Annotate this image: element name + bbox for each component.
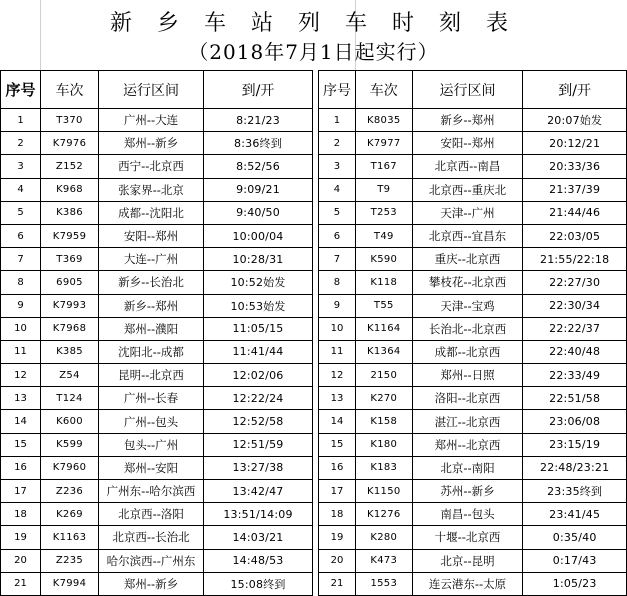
route: 十堰--北京西 bbox=[412, 526, 523, 549]
row-number: 4 bbox=[1, 178, 41, 201]
header-train: 车次 bbox=[355, 71, 412, 109]
arrive-depart-time: 12:22/24 bbox=[204, 387, 313, 410]
row-number: 3 bbox=[1, 155, 41, 178]
row-number: 5 bbox=[319, 201, 356, 224]
table-row bbox=[1, 317, 313, 340]
train-number: T253 bbox=[355, 201, 412, 224]
train-number: K1164 bbox=[355, 317, 412, 340]
route: 成都--沈阳北 bbox=[99, 201, 204, 224]
route: 大连--广州 bbox=[99, 248, 204, 271]
train-number: T370 bbox=[41, 109, 99, 132]
train-number: K280 bbox=[355, 526, 412, 549]
route: 哈尔滨西--广州东 bbox=[99, 549, 204, 572]
table-row bbox=[1, 503, 313, 526]
table-row bbox=[1, 178, 313, 201]
table-row bbox=[319, 526, 627, 549]
train-number: 1553 bbox=[355, 572, 412, 595]
table-row bbox=[319, 410, 627, 433]
table-row bbox=[1, 572, 313, 595]
arrive-depart-time: 22:22/37 bbox=[523, 317, 627, 340]
row-number: 10 bbox=[1, 317, 41, 340]
arrive-depart-time: 10:00/04 bbox=[204, 224, 313, 247]
route: 成都--北京西 bbox=[412, 340, 523, 363]
route: 郑州--新乡 bbox=[99, 572, 204, 595]
arrive-depart-time: 11:05/15 bbox=[204, 317, 313, 340]
train-number: K1163 bbox=[41, 526, 99, 549]
route: 新乡--郑州 bbox=[412, 109, 523, 132]
header-no: 序号 bbox=[1, 71, 41, 109]
row-number: 17 bbox=[319, 480, 356, 503]
arrive-depart-time: 22:51/58 bbox=[523, 387, 627, 410]
train-number: Z152 bbox=[41, 155, 99, 178]
arrive-depart-time: 22:33/49 bbox=[523, 364, 627, 387]
row-number: 21 bbox=[1, 572, 41, 595]
train-number: K385 bbox=[41, 340, 99, 363]
route: 广州--包头 bbox=[99, 410, 204, 433]
row-number: 7 bbox=[1, 248, 41, 271]
route: 西宁--北京西 bbox=[99, 155, 204, 178]
train-number: K1150 bbox=[355, 480, 412, 503]
table-row bbox=[1, 549, 313, 572]
arrive-depart-time: 14:03/21 bbox=[204, 526, 313, 549]
row-number: 11 bbox=[319, 340, 356, 363]
train-number: 6905 bbox=[41, 271, 99, 294]
route: 北京西--洛阳 bbox=[99, 503, 204, 526]
row-number: 20 bbox=[319, 549, 356, 572]
table-row bbox=[319, 248, 627, 271]
train-number: T167 bbox=[355, 155, 412, 178]
arrive-depart-time: 22:27/30 bbox=[523, 271, 627, 294]
row-number: 15 bbox=[1, 433, 41, 456]
arrive-depart-time: 13:42/47 bbox=[204, 480, 313, 503]
arrive-depart-time: 21:55/22:18 bbox=[523, 248, 627, 271]
route: 北京西--重庆北 bbox=[412, 178, 523, 201]
train-number: K7976 bbox=[41, 132, 99, 155]
train-number: K8035 bbox=[355, 109, 412, 132]
route: 连云港东--太原 bbox=[412, 572, 523, 595]
table-row bbox=[319, 294, 627, 317]
table-row bbox=[319, 572, 627, 595]
train-number: K600 bbox=[41, 410, 99, 433]
table-row bbox=[319, 132, 627, 155]
arrive-depart-time: 0:35/40 bbox=[523, 526, 627, 549]
route: 昆明--北京西 bbox=[99, 364, 204, 387]
arrive-depart-time: 13:27/38 bbox=[204, 456, 313, 479]
train-number: Z235 bbox=[41, 549, 99, 572]
route: 安阳--郑州 bbox=[412, 132, 523, 155]
arrive-depart-time: 22:48/23:21 bbox=[523, 456, 627, 479]
arrive-depart-time: 15:08终到 bbox=[204, 572, 313, 595]
route: 北京--南阳 bbox=[412, 456, 523, 479]
header-time: 到/开 bbox=[204, 71, 313, 109]
header-train: 车次 bbox=[41, 71, 99, 109]
arrive-depart-time: 11:41/44 bbox=[204, 340, 313, 363]
train-number: K1364 bbox=[355, 340, 412, 363]
arrive-depart-time: 8:52/56 bbox=[204, 155, 313, 178]
train-number: T369 bbox=[41, 248, 99, 271]
route: 攀枝花--北京西 bbox=[412, 271, 523, 294]
arrive-depart-time: 10:28/31 bbox=[204, 248, 313, 271]
route: 沈阳北--成都 bbox=[99, 340, 204, 363]
train-number: K269 bbox=[41, 503, 99, 526]
table-row bbox=[1, 480, 313, 503]
route: 郑州--北京西 bbox=[412, 433, 523, 456]
row-number: 17 bbox=[1, 480, 41, 503]
route: 天津--宝鸡 bbox=[412, 294, 523, 317]
route: 安阳--郑州 bbox=[99, 224, 204, 247]
arrive-depart-time: 9:40/50 bbox=[204, 201, 313, 224]
arrive-depart-time: 14:48/53 bbox=[204, 549, 313, 572]
train-number: Z236 bbox=[41, 480, 99, 503]
arrive-depart-time: 12:02/06 bbox=[204, 364, 313, 387]
route: 张家界--北京 bbox=[99, 178, 204, 201]
timetable-right bbox=[318, 70, 627, 596]
table-row bbox=[1, 201, 313, 224]
row-number: 20 bbox=[1, 549, 41, 572]
row-number: 21 bbox=[319, 572, 356, 595]
row-number: 1 bbox=[319, 109, 356, 132]
table-row bbox=[1, 410, 313, 433]
table-row bbox=[319, 433, 627, 456]
header-time: 到/开 bbox=[523, 71, 627, 109]
arrive-depart-time: 20:12/21 bbox=[523, 132, 627, 155]
arrive-depart-time: 22:03/05 bbox=[523, 224, 627, 247]
route: 长治北--北京西 bbox=[412, 317, 523, 340]
route: 新乡--郑州 bbox=[99, 294, 204, 317]
train-number: T124 bbox=[41, 387, 99, 410]
route: 重庆--北京西 bbox=[412, 248, 523, 271]
row-number: 12 bbox=[319, 364, 356, 387]
page-subtitle: （2018年7月1日起实行） bbox=[188, 40, 439, 64]
route: 北京--昆明 bbox=[412, 549, 523, 572]
train-number: K7960 bbox=[41, 456, 99, 479]
row-number: 9 bbox=[319, 294, 356, 317]
row-number: 9 bbox=[1, 294, 41, 317]
table-row bbox=[1, 526, 313, 549]
arrive-depart-time: 12:51/59 bbox=[204, 433, 313, 456]
row-number: 18 bbox=[1, 503, 41, 526]
route: 洛阳--北京西 bbox=[412, 387, 523, 410]
row-number: 3 bbox=[319, 155, 356, 178]
train-number: K386 bbox=[41, 201, 99, 224]
train-number: K180 bbox=[355, 433, 412, 456]
train-number: K7959 bbox=[41, 224, 99, 247]
table-row bbox=[1, 294, 313, 317]
arrive-depart-time: 0:17/43 bbox=[523, 549, 627, 572]
route: 北京西--长治北 bbox=[99, 526, 204, 549]
table-row bbox=[1, 248, 313, 271]
table-row bbox=[1, 364, 313, 387]
arrive-depart-time: 20:07始发 bbox=[523, 109, 627, 132]
table-row bbox=[319, 480, 627, 503]
row-number: 14 bbox=[319, 410, 356, 433]
row-number: 12 bbox=[1, 364, 41, 387]
table-row bbox=[1, 456, 313, 479]
row-number: 6 bbox=[319, 224, 356, 247]
row-number: 8 bbox=[319, 271, 356, 294]
arrive-depart-time: 23:41/45 bbox=[523, 503, 627, 526]
row-number: 16 bbox=[319, 456, 356, 479]
table-row bbox=[319, 364, 627, 387]
arrive-depart-time: 8:36终到 bbox=[204, 132, 313, 155]
train-number: 2150 bbox=[355, 364, 412, 387]
route: 郑州--濮阳 bbox=[99, 317, 204, 340]
arrive-depart-time: 22:40/48 bbox=[523, 340, 627, 363]
arrive-depart-time: 1:05/23 bbox=[523, 572, 627, 595]
table-header-row bbox=[319, 71, 627, 109]
table-row bbox=[1, 387, 313, 410]
header-no: 序号 bbox=[319, 71, 356, 109]
page-title: 新 乡 车 站 列 车 时 刻 表 bbox=[110, 11, 517, 36]
route: 苏州--新乡 bbox=[412, 480, 523, 503]
table-row bbox=[319, 317, 627, 340]
arrive-depart-time: 10:52始发 bbox=[204, 271, 313, 294]
route: 广州--长春 bbox=[99, 387, 204, 410]
row-number: 11 bbox=[1, 340, 41, 363]
route: 广州--大连 bbox=[99, 109, 204, 132]
row-number: 2 bbox=[1, 132, 41, 155]
arrive-depart-time: 22:30/34 bbox=[523, 294, 627, 317]
table-row bbox=[319, 340, 627, 363]
route: 包头--广州 bbox=[99, 433, 204, 456]
header-route: 运行区间 bbox=[99, 71, 204, 109]
arrive-depart-time: 23:35终到 bbox=[523, 480, 627, 503]
arrive-depart-time: 20:33/36 bbox=[523, 155, 627, 178]
table-row bbox=[1, 433, 313, 456]
row-number: 14 bbox=[1, 410, 41, 433]
arrive-depart-time: 13:51/14:09 bbox=[204, 503, 313, 526]
header-route: 运行区间 bbox=[412, 71, 523, 109]
train-number: T49 bbox=[355, 224, 412, 247]
table-row bbox=[319, 456, 627, 479]
arrive-depart-time: 8:21/23 bbox=[204, 109, 313, 132]
table-row bbox=[319, 201, 627, 224]
row-number: 10 bbox=[319, 317, 356, 340]
table-row bbox=[1, 224, 313, 247]
train-number: Z54 bbox=[41, 364, 99, 387]
row-number: 7 bbox=[319, 248, 356, 271]
route: 广州东--哈尔滨西 bbox=[99, 480, 204, 503]
table-header-row bbox=[1, 71, 313, 109]
arrive-depart-time: 21:44/46 bbox=[523, 201, 627, 224]
row-number: 18 bbox=[319, 503, 356, 526]
route: 郑州--安阳 bbox=[99, 456, 204, 479]
table-row bbox=[319, 271, 627, 294]
table-row bbox=[1, 340, 313, 363]
row-number: 19 bbox=[1, 526, 41, 549]
train-number: K158 bbox=[355, 410, 412, 433]
train-number: K270 bbox=[355, 387, 412, 410]
train-number: K473 bbox=[355, 549, 412, 572]
route: 郑州--新乡 bbox=[99, 132, 204, 155]
arrive-depart-time: 9:09/21 bbox=[204, 178, 313, 201]
route: 郑州--日照 bbox=[412, 364, 523, 387]
train-number: T9 bbox=[355, 178, 412, 201]
table-row bbox=[1, 109, 313, 132]
arrive-depart-time: 23:15/19 bbox=[523, 433, 627, 456]
train-number: K7994 bbox=[41, 572, 99, 595]
row-number: 6 bbox=[1, 224, 41, 247]
row-number: 15 bbox=[319, 433, 356, 456]
arrive-depart-time: 23:06/08 bbox=[523, 410, 627, 433]
row-number: 16 bbox=[1, 456, 41, 479]
train-number: T55 bbox=[355, 294, 412, 317]
table-row bbox=[1, 132, 313, 155]
table-row bbox=[319, 387, 627, 410]
row-number: 8 bbox=[1, 271, 41, 294]
route: 湛江--北京西 bbox=[412, 410, 523, 433]
table-row bbox=[319, 155, 627, 178]
table-row bbox=[1, 155, 313, 178]
train-number: K599 bbox=[41, 433, 99, 456]
train-number: K7968 bbox=[41, 317, 99, 340]
route: 天津--广州 bbox=[412, 201, 523, 224]
route: 南昌--包头 bbox=[412, 503, 523, 526]
table-row bbox=[319, 549, 627, 572]
table-row bbox=[319, 503, 627, 526]
timetable-left bbox=[0, 70, 313, 596]
arrive-depart-time: 12:52/58 bbox=[204, 410, 313, 433]
train-number: K7993 bbox=[41, 294, 99, 317]
row-number: 5 bbox=[1, 201, 41, 224]
row-number: 4 bbox=[319, 178, 356, 201]
train-number: K183 bbox=[355, 456, 412, 479]
arrive-depart-time: 10:53始发 bbox=[204, 294, 313, 317]
train-number: K7977 bbox=[355, 132, 412, 155]
row-number: 13 bbox=[319, 387, 356, 410]
arrive-depart-time: 21:37/39 bbox=[523, 178, 627, 201]
train-number: K1276 bbox=[355, 503, 412, 526]
row-number: 13 bbox=[1, 387, 41, 410]
table-row bbox=[1, 271, 313, 294]
table-row bbox=[319, 178, 627, 201]
table-row bbox=[319, 224, 627, 247]
row-number: 19 bbox=[319, 526, 356, 549]
route: 北京西--南昌 bbox=[412, 155, 523, 178]
route: 北京西--宜昌东 bbox=[412, 224, 523, 247]
train-number: K968 bbox=[41, 178, 99, 201]
row-number: 1 bbox=[1, 109, 41, 132]
train-number: K590 bbox=[355, 248, 412, 271]
train-number: K118 bbox=[355, 271, 412, 294]
row-number: 2 bbox=[319, 132, 356, 155]
route: 新乡--长治北 bbox=[99, 271, 204, 294]
table-row bbox=[319, 109, 627, 132]
